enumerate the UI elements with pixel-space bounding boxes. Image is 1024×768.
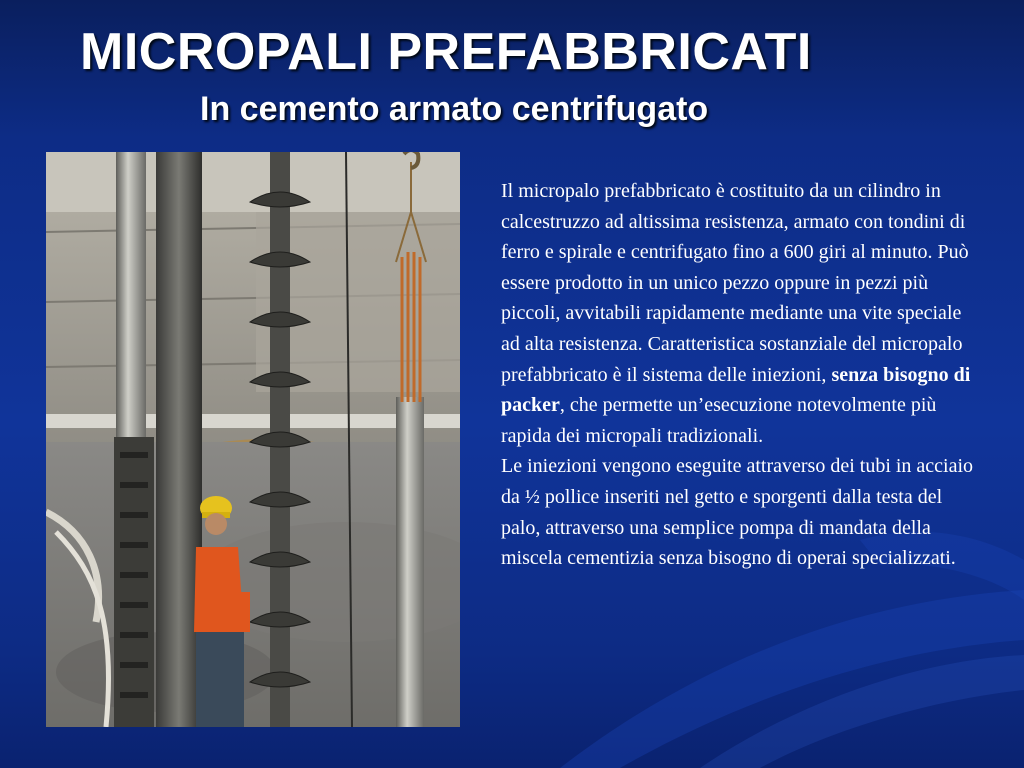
construction-site-photo bbox=[46, 152, 460, 727]
paragraph-1-text: Il micropalo prefabbricato è costituito da un cilindro in calcestruzzo ad altissima resistenza, armato con tondini di ferro e spirale e centrifugato fino a 600 giri al minuto. Può essere prodotto in un unico pezzo oppure in pezzi più piccoli, avvitabili rapidamente mediante una vite speciale ad alta resistenza. Caratteristica sostanziale del micropalo prefabbricato è il sistema delle iniezioni, bbox=[501, 180, 969, 386]
description-paragraph-1 bbox=[501, 176, 976, 451]
slide-subtitle: In cemento armato centrifugato bbox=[200, 90, 709, 128]
description-text bbox=[501, 176, 976, 574]
paragraph-1-bold-text: senza bisogno di packer bbox=[501, 363, 971, 417]
paragraph-1-tail-text: , che permette un’esecuzione notevolmente più rapida dei micropali tradizionali. bbox=[501, 394, 937, 447]
slide-title: MICROPALI PREFABBRICATI bbox=[80, 23, 812, 81]
description-paragraph-2: Le iniezioni vengono eseguite attraverso dei tubi in acciaio da ½ pollice inseriti nel getto e sporgenti dalla testa del palo, attraverso una semplice pompa di mandata della miscela cementizia senza bisogno di operai specializzati. bbox=[501, 455, 974, 570]
